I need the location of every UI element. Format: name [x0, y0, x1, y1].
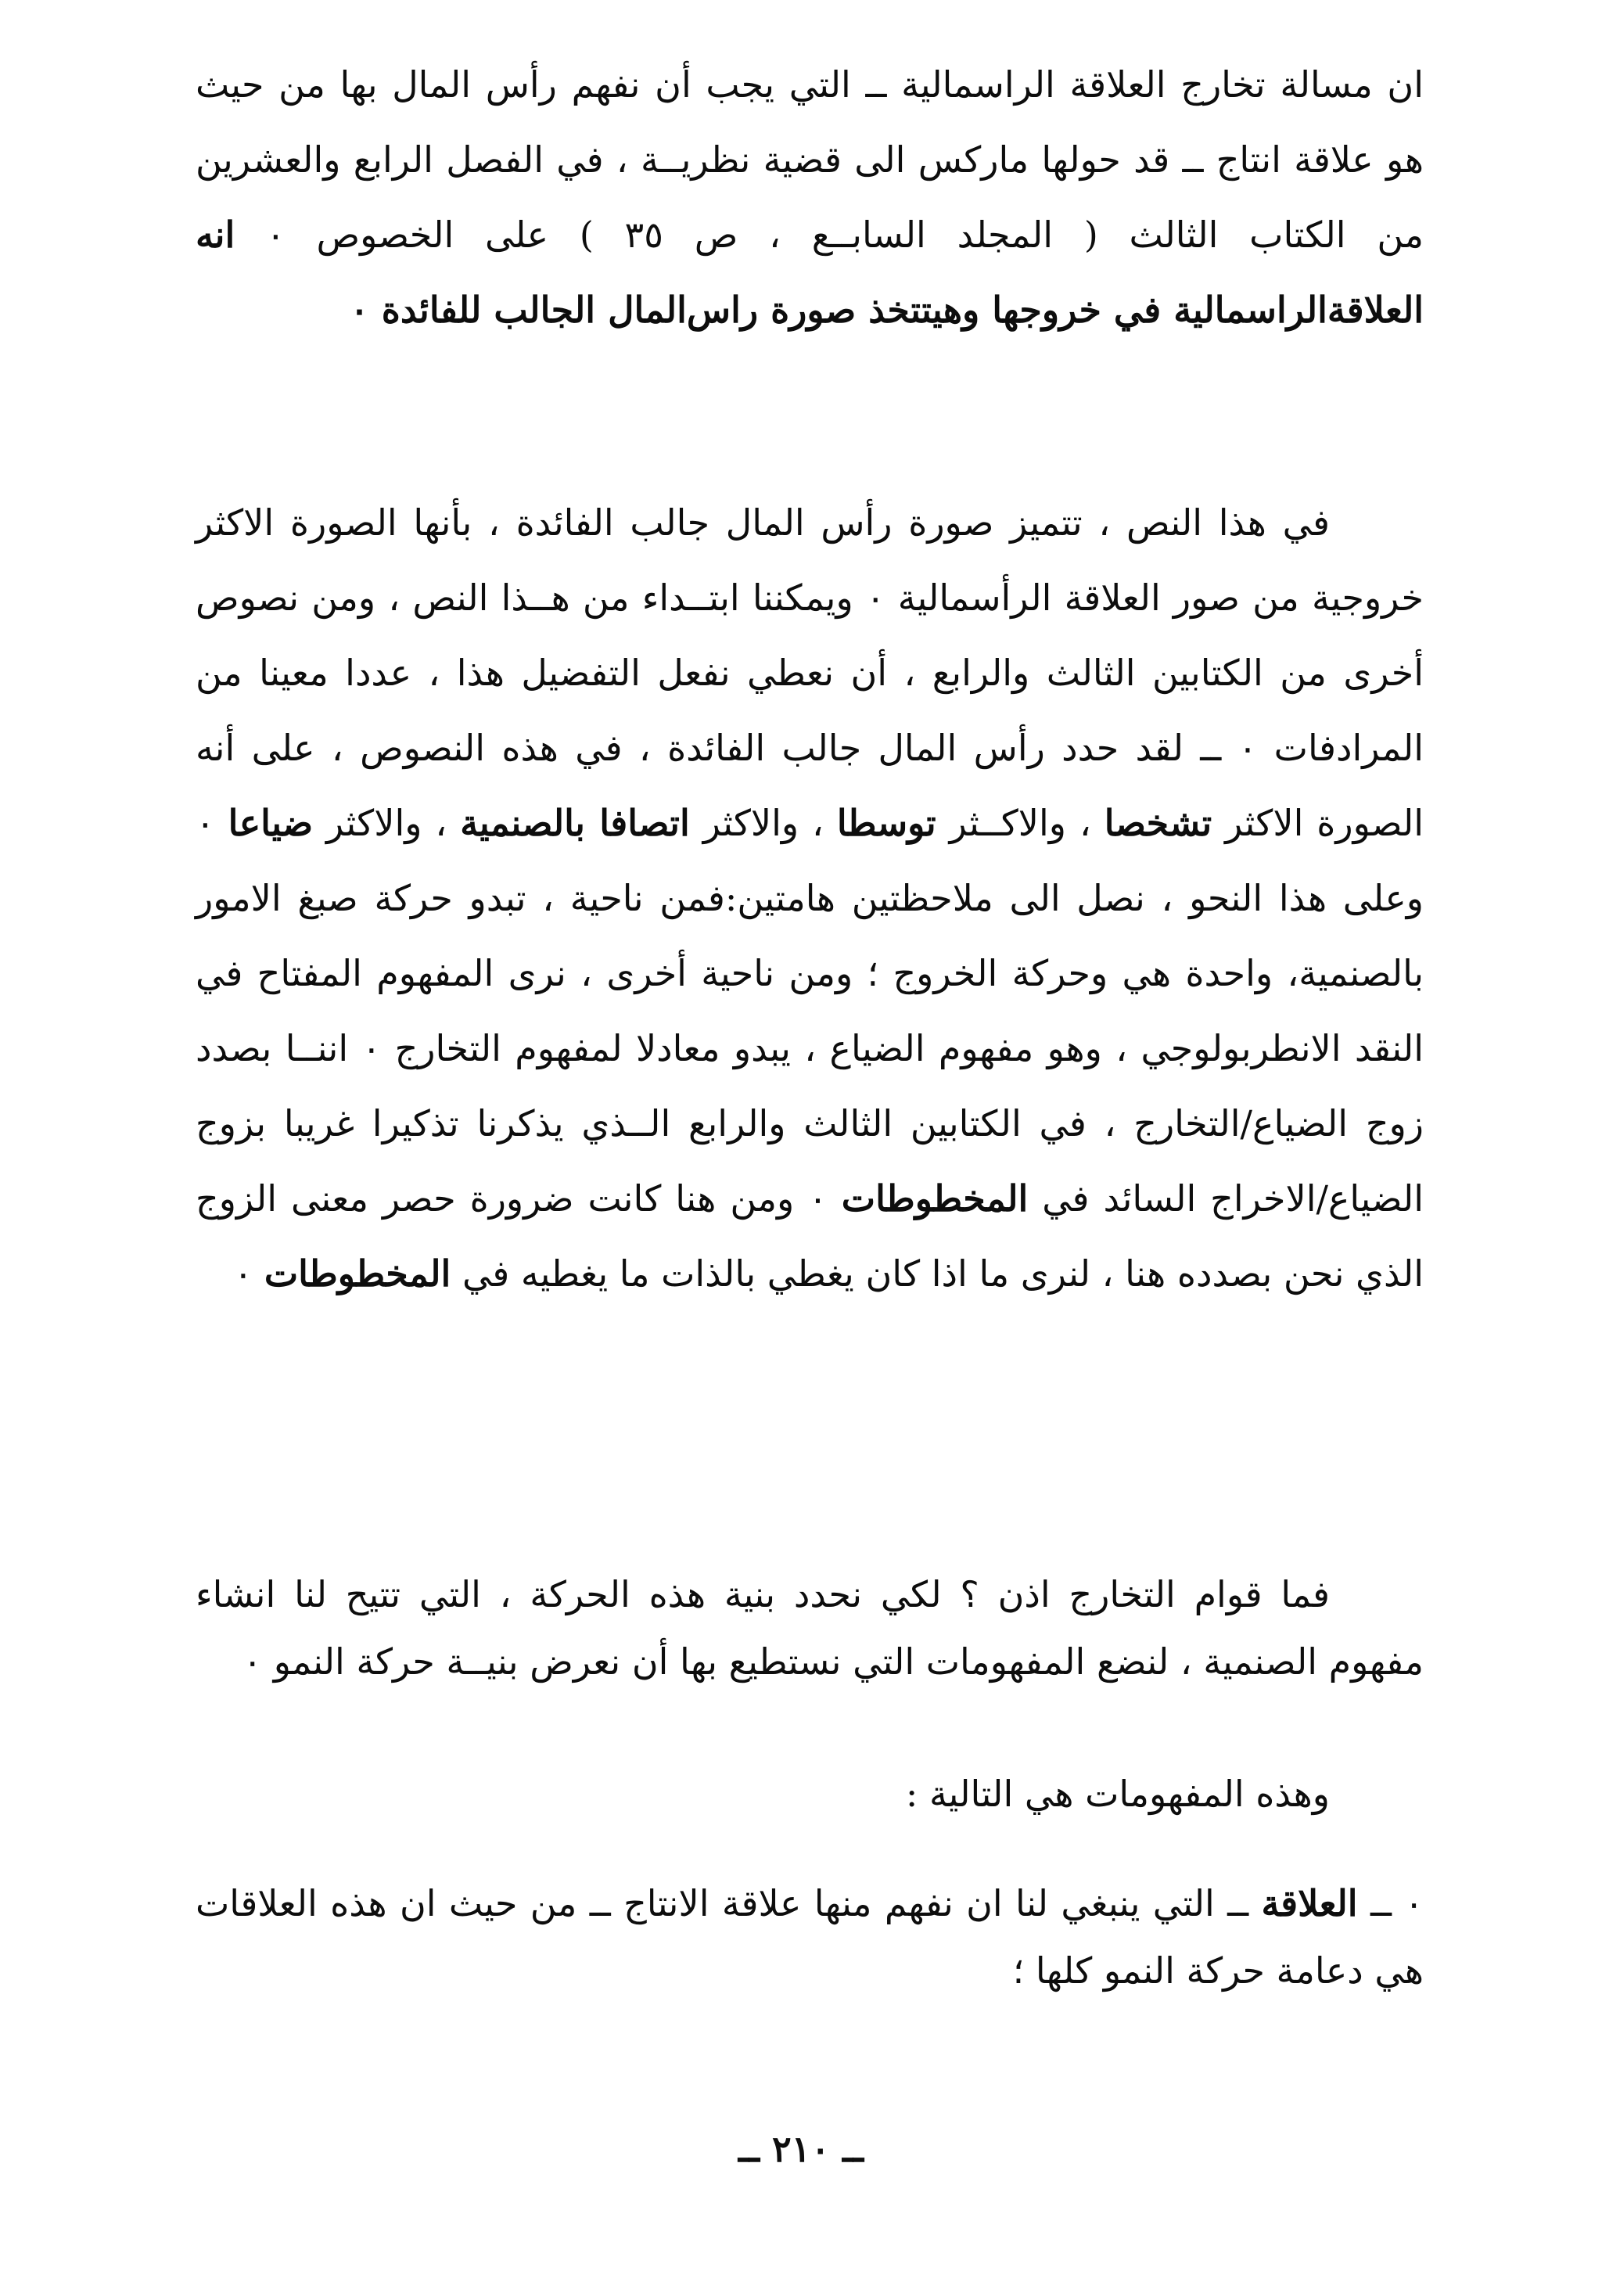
paragraph-1	[196, 47, 1424, 347]
list-dash: ــ	[1370, 1882, 1392, 1924]
paragraph-2-text-a: في هذا النص ، تتميز صورة رأس المال جالب الفائدة ، بأنها الصورة الاكثر خروجية من صور العلاقة الرأسمالية ۰ ويمكننا ابتــداء من هــذا النص ، ومن نصوص أخرى من الكتابين الثالث والرابع ، أن نعطي نفعل التفضيل هذا ، عددا معينا من المرادفات ۰ ــ لقد حدد رأس المال جالب الفائدة ، في هذه النصوص ، على أنه الصورة الاكثر	[196, 501, 1424, 844]
paragraph-2-text-h: ۰	[233, 1252, 253, 1295]
paragraph-2-text-c: ، والاكــثر	[949, 802, 1091, 844]
paragraph-4	[196, 1756, 1424, 1831]
page-number: ــ ٢١٠ ــ	[738, 2128, 864, 2170]
paragraph-2	[196, 485, 1424, 1311]
paragraph-4-text: وهذه المفهومات هي التالية :	[905, 1773, 1330, 1815]
paragraph-2-bold-5: المخطوطات	[841, 1177, 1029, 1220]
paragraph-5	[196, 1870, 1424, 2004]
list-bullet: ۰	[1404, 1882, 1424, 1924]
paragraph-2-text-e: ، والاكثر	[326, 802, 447, 844]
paragraph-2-bold-4: ضياعا	[228, 802, 314, 844]
paragraph-1-bold-quote: انه العلاقةالراسمالية في خروجها وهيتتخذ صورة راس‌المال الجالب للفائدة ۰	[196, 214, 1424, 331]
paragraph-2-bold-1: تشخصا	[1104, 802, 1212, 844]
list-item-term: العلاقة	[1261, 1882, 1358, 1924]
paragraph-2-bold-3: اتصافا بالصنمية	[460, 802, 690, 844]
paragraph-2-bold-6: المخطوطات	[264, 1252, 451, 1295]
paragraph-2-text-g: ۰ ومن هنا كانت ضرورة حصر معنى الزوج الذي نحن بصدده هنا ، لنرى ما اذا كان يغطي بالذات ما يغطيه في	[196, 1177, 1424, 1295]
paragraph-2-bold-2: توسطا	[836, 802, 936, 844]
paragraph-2-text-d: ، والاكثر	[702, 802, 824, 844]
paragraph-2-text-f: ۰ وعلى هذا النحو ، نصل الى ملاحظتين هامتين:فمن ناحية ، تبدو حركة صبغ الامور بالصنمية، واحدة هي وحركة الخروج ؛ ومن ناحية أخرى ، نرى المفهوم المفتاح في النقد الانطربولوجي ، وهو مفهوم الضياع ، يبدو معادلا لمفهوم التخارج ۰ اننــا بصدد زوج الضياع/التخارج ، في الكتابين الثالث والرابع الــذي يذكرنا تذكيرا غريبا بزوج الضياع/الاخراج السائد في	[196, 802, 1424, 1220]
list-item-text: ــ التي ينبغي لنا ان نفهم منها علاقة الانتاج ــ من حيث ان هذه العلاقات هي دعامة حركة النمو كلها ؛	[196, 1882, 1424, 1992]
paragraph-3	[196, 1561, 1424, 1695]
paragraph-1-text: ان مسالة تخارج العلاقة الراسمالية ــ التي يجب أن نفهم رأس المال بها من حيث هو علاقة انتاج ــ قد حولها ماركس الى قضية نظريــة ، في الفصل الرابع والعشرين من الكتاب الثالث ( المجلد السابــع ، ص ٣٥ ) على الخصوص ۰	[196, 63, 1424, 256]
paragraph-3-text: فما قوام التخارج اذن ؟ لكي نحدد بنية هذه الحركة ، التي تتيح لنا انشاء مفهوم الصنمية ، لنضع المفهومات التي نستطيع بها أن نعرض بنيــة حركة النمو ۰	[196, 1573, 1424, 1683]
